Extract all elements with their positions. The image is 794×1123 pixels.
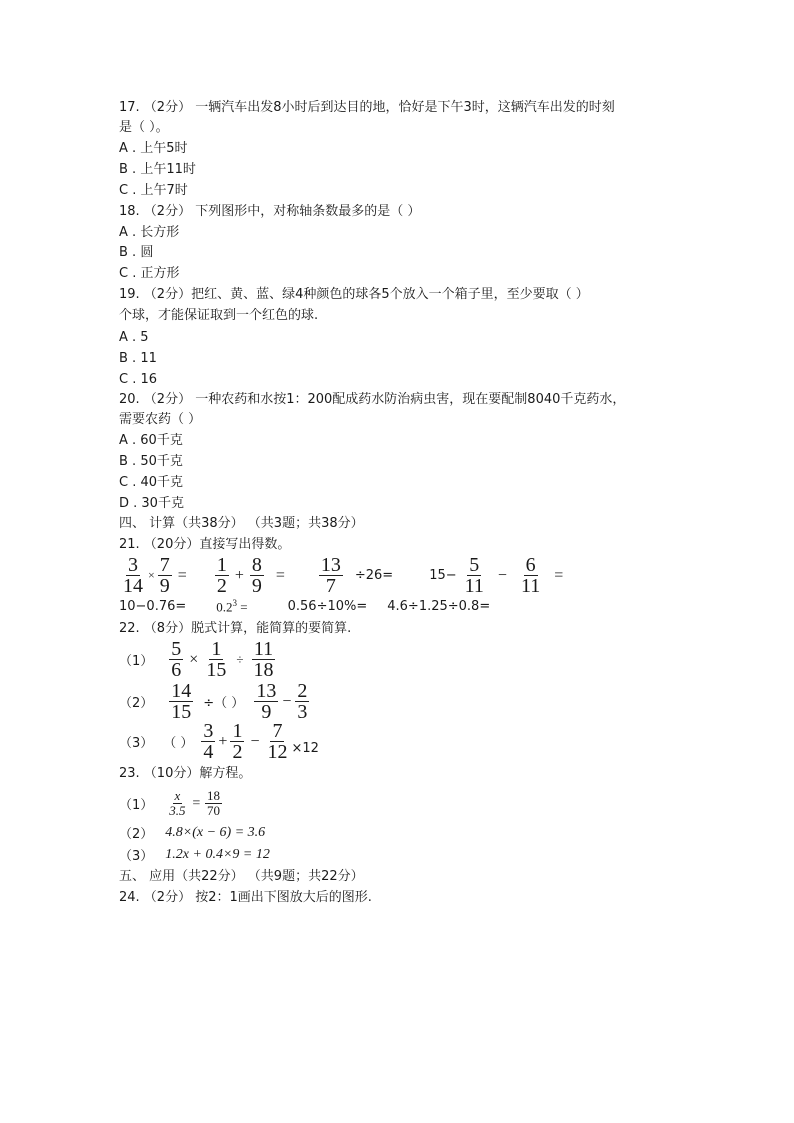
section-5-heading: 五、 应用（共22分） （共9题；共22分） (119, 869, 364, 884)
section-4-heading: 四、 计算（共38分） （共3题；共38分） (119, 516, 364, 531)
q20-stem-line2: 需要农药（ ） (119, 412, 202, 427)
q21-title: 21. （20分）直接写出得数。 (119, 537, 291, 552)
fraction: $\frac{8}{9}$ (251, 554, 262, 597)
fraction: $\frac{x}{3.5}$ (169, 788, 186, 818)
q18-option-b: B . 圆 (119, 245, 154, 260)
q18-option-a: A . 长方形 (119, 225, 180, 240)
q17-option-a: A . 上午5时 (119, 141, 188, 156)
q22-part3: （3） （ ） $\frac{3}{4}$ + $\frac{1}{2}$ − $\frac{7}{12}$ ×12 (119, 720, 319, 763)
q20-stem-line1: 20. （2分） 一种农药和水按1：200配成药水防治病虫害，现在要配制8040千克药水， (119, 392, 626, 407)
q17-option-c: C . 上午7时 (119, 183, 188, 198)
fraction: $\frac{7}{12}$ (267, 720, 288, 763)
q23-part3: （3） 1.2x + 0.4×9 = 12 (119, 846, 270, 864)
fraction: $\frac{1}{2}$ (232, 720, 243, 763)
fraction: $\frac{14}{15}$ (171, 680, 192, 723)
fraction: $\frac{7}{9}$ (159, 554, 170, 597)
q22-title: 22. （8分）脱式计算，能简算的要简算. (119, 621, 352, 636)
q24-title: 24. （2分） 按2：1画出下图放大后的图形. (119, 890, 372, 905)
q18-option-c: C . 正方形 (119, 266, 180, 281)
fraction: $\frac{5}{11}$ (464, 554, 484, 597)
fraction: $\frac{2}{3}$ (297, 680, 308, 723)
q23-part1: （1） $\frac{x}{3.5}$ = $\frac{18}{70}$ (119, 788, 220, 818)
q19-option-a: A . 5 (119, 330, 149, 345)
q18-stem: 18. （2分） 下列图形中，对称轴条数最多的是（ ） (119, 204, 421, 219)
q20-option-b: B . 50千克 (119, 454, 183, 469)
q21-row1: $\frac{3}{14}$ × $\frac{7}{9}$ = $\frac{1}{2}$ + $\frac{8}{9}$ = $\frac{13}{7}$ ÷26= 15− $\frac{5}{11}$ − $\frac{6}{11}$ = (123, 554, 564, 597)
fraction: $\frac{11}{18}$ (253, 638, 274, 681)
q17-stem-line1: 17. （2分） 一辆汽车出发8小时后到达目的地，恰好是下午3时，这辆汽车出发的时刻 (119, 100, 615, 115)
q19-option-b: B . 11 (119, 351, 157, 366)
q20-option-d: D . 30千克 (119, 496, 184, 511)
fraction: $\frac{1}{2}$ (216, 554, 227, 597)
q23-title: 23. （10分）解方程。 (119, 766, 252, 781)
q19-option-c: C . 16 (119, 372, 158, 387)
q20-option-a: A . 60千克 (119, 433, 183, 448)
q23-part2: （2） 4.8×(x − 6) = 3.6 (119, 824, 266, 842)
fraction: $\frac{13}{7}$ (320, 554, 341, 597)
fraction: $\frac{3}{4}$ (203, 720, 214, 763)
q22-part1: （1） $\frac{5}{6}$ × $\frac{1}{15}$ ÷ $\frac{11}{18}$ (119, 638, 274, 681)
fraction: $\frac{13}{9}$ (256, 680, 277, 723)
q22-part2: （2） $\frac{14}{15}$ ÷（ ） $\frac{13}{9}$ − $\frac{2}{3}$ (119, 680, 308, 723)
fraction: $\frac{5}{6}$ (171, 638, 182, 681)
fraction: $\frac{3}{14}$ (123, 554, 143, 597)
q20-option-c: C . 40千克 (119, 475, 184, 490)
q17-option-b: B . 上午11时 (119, 162, 196, 177)
fraction: $\frac{1}{15}$ (206, 638, 227, 681)
q19-stem-line1: 19. （2分）把红、黄、蓝、绿4种颜色的球各5个放入一个箱子里，至少要取（ ） (119, 287, 589, 302)
fraction: $\frac{18}{70}$ (206, 788, 220, 818)
q17-stem-line2: 是（ ）。 (119, 120, 169, 135)
q19-stem-line2: 个球，才能保证取到一个红色的球. (119, 308, 319, 323)
q21-row2: 10−0.76= $0.2^3$ = 0.56÷10%= 4.6÷1.25÷0.8= (119, 598, 491, 615)
fraction: $\frac{6}{11}$ (520, 554, 541, 597)
